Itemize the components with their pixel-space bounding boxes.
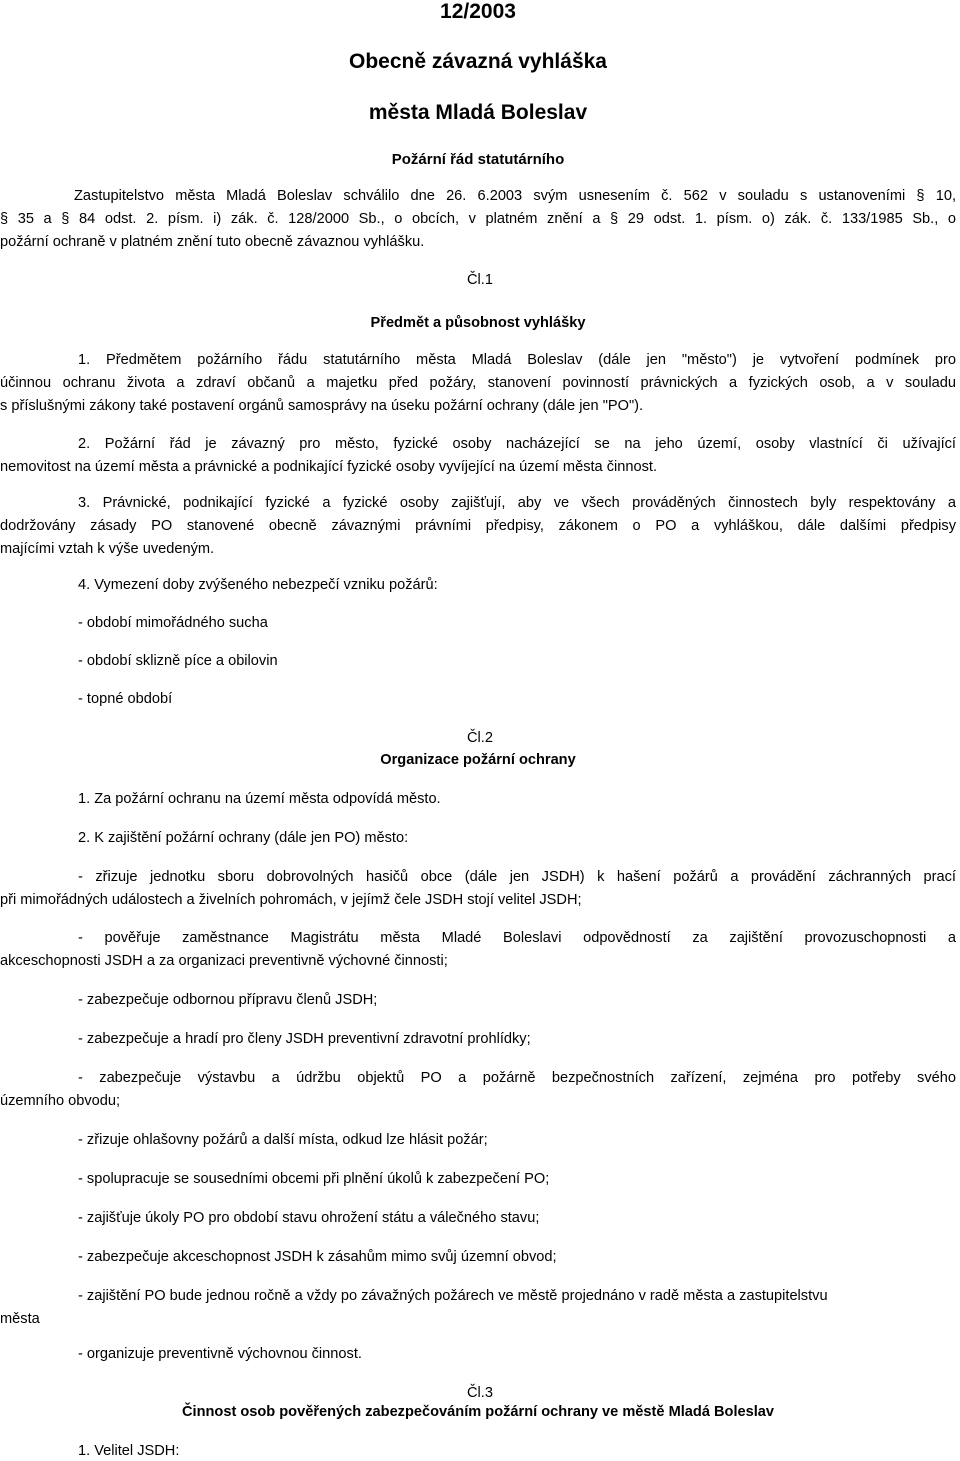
article-1-para-1-line: s příslušnými zákony také postavení orgánů samosprávy na úseku požární ochrany (dále jen "PO").: [0, 398, 644, 414]
article-3-heading: Činnost osob pověřených zabezpečováním požární ochrany ve městě Mladá Boleslav: [181, 1404, 775, 1420]
duty-item: - zřizuje ohlašovny požárů a další místa, odkud lze hlásit požár;: [78, 1132, 488, 1148]
article-1-para-3-line: dodržovány zásady PO stanovené obecně závaznými právními předpisy, zákonem o PO a vyhláškou, dále dalšími předpisy: [0, 518, 956, 534]
duty-item-line: územního obvodu;: [0, 1093, 121, 1109]
period-item: - období mimořádného sucha: [78, 615, 268, 631]
article-3-para-1: 1. Velitel JSDH:: [78, 1443, 180, 1459]
duty-item-line: při mimořádných událostech a živelních pohromách, v jejímž čele JSDH stojí velitel JSDH;: [0, 892, 582, 908]
article-2-heading: Organizace požární ochrany: [380, 752, 576, 768]
article-1-para-1-line: 1. Předmětem požárního řádu statutárního města Mladá Boleslav (dále jen "město") je vytvoření podmínek pro: [78, 352, 956, 368]
article-1-para-1-line: účinnou ochranu života a zdraví občanů a majetku před požáry, stanovení povinností právnických a fyzických osob, a v souladu: [0, 375, 956, 391]
document-title: Obecně závazná vyhláška: [349, 50, 607, 73]
article-1-para-2-line: 2. Požární řád je závazný pro město, fyzické osoby nacházející se na jeho území, osoby vlastnící či užívající: [78, 436, 956, 452]
decree-number: 12/2003: [440, 0, 516, 23]
duty-item-line: - zřizuje jednotku sboru dobrovolných hasičů obce (dále jen JSDH) k hašení požárů a provádění záchranných prací: [78, 869, 956, 885]
period-item: - topné období: [78, 691, 173, 707]
duty-item: - organizuje preventivně výchovnou činnost.: [78, 1346, 362, 1362]
duty-item-line: města: [0, 1311, 40, 1327]
duty-item-line: - pověřuje zaměstnance Magistrátu města Mladé Boleslavi odpovědností za zajištění provozuschopnosti a: [78, 930, 956, 946]
intro-line: § 35 a § 84 odst. 2. písm. i) zák. č. 128/2000 Sb., o obcích, v platném znění a § 29 odst. 1. písm. o) zák. č. 133/1985 Sb., o: [0, 211, 956, 227]
article-3-number: Čl.3: [467, 1385, 493, 1401]
article-2-para-2: 2. K zajištění požární ochrany (dále jen PO) město:: [78, 830, 409, 846]
duty-item-line: akceschopnosti JSDH a za organizaci preventivně výchovné činnosti;: [0, 953, 448, 969]
duty-item-line: - zajištění PO bude jednou ročně a vždy po závažných požárech ve městě projednáno v radě města a zastupitelstvu: [78, 1288, 828, 1304]
article-1-para-3-line: 3. Právnické, podnikající fyzické a fyzické osoby zajišťují, aby ve všech prováděných činnostech byly respektovány a: [78, 495, 956, 511]
duty-item-line: - zabezpečuje výstavbu a údržbu objektů PO a požárně bezpečnostních zařízení, zejména pro potřeby svého: [78, 1070, 956, 1086]
duty-item: - zabezpečuje a hradí pro členy JSDH preventivní zdravotní prohlídky;: [78, 1031, 531, 1047]
duty-item: - zajišťuje úkoly PO pro období stavu ohrožení státu a válečného stavu;: [78, 1210, 540, 1226]
duty-item: - spolupracuje se sousedními obcemi při plnění úkolů k zabezpečení PO;: [78, 1171, 550, 1187]
intro-line: požární ochraně v platném znění tuto obecně závaznou vyhlášku.: [0, 234, 425, 250]
article-1-para-2-line: nemovitost na území města a právnické a podnikající fyzické osoby vyvíjející na území města činnost.: [0, 459, 658, 475]
article-1-heading: Předmět a působnost vyhlášky: [370, 315, 586, 331]
article-1-para-3-line: majícími vztah k výše uvedeným.: [0, 541, 215, 557]
duty-item: - zabezpečuje odbornou přípravu členů JSDH;: [78, 992, 378, 1008]
duty-item: - zabezpečuje akceschopnost JSDH k zásahům mimo svůj územní obvod;: [78, 1249, 557, 1265]
article-1-number: Čl.1: [467, 272, 493, 288]
period-item: - období sklizně píce a obilovin: [78, 653, 278, 669]
intro-line: Zastupitelstvo města Mladá Boleslav schválilo dne 26. 6.2003 svým usnesením č. 562 v souladu s ustanoveními § 10,: [74, 188, 956, 204]
city-name: města Mladá Boleslav: [368, 101, 588, 124]
article-2-number: Čl.2: [467, 730, 493, 746]
article-1-para-4: 4. Vymezení doby zvýšeného nebezpečí vzniku požárů:: [78, 577, 438, 593]
article-2-para-1: 1. Za požární ochranu na území města odpovídá město.: [78, 791, 441, 807]
document-subject: Požární řád statutárního: [391, 151, 565, 168]
